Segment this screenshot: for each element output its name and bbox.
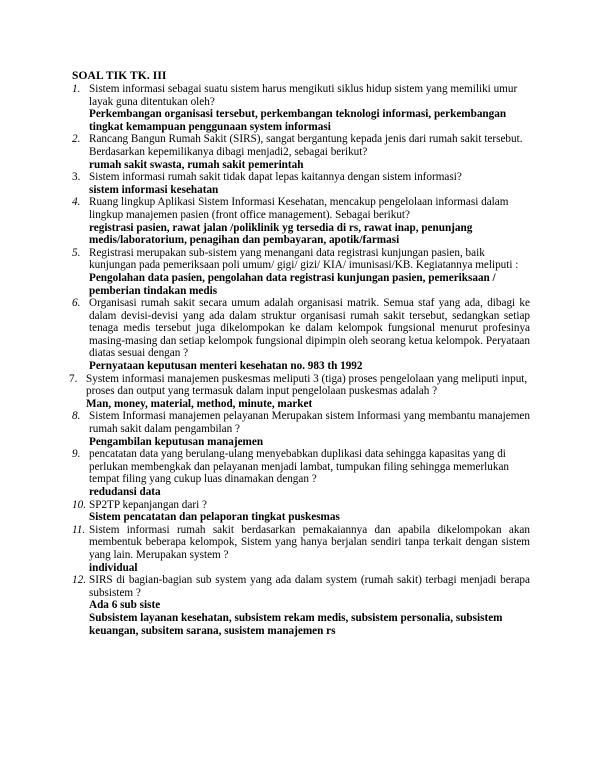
question-number: 4.: [72, 196, 81, 209]
question-item: [72, 133, 530, 171]
question-text: Sistem informasi rumah sakit tidak dapat lepas kaitannya dengan sistem informasi?: [89, 171, 462, 184]
question-text: Registrasi merupakan sub-sistem yang menangani data registrasi kunjungan pasien, baik kunjungan pada pemeriksaan poli umum/ gigi/ gizi/ KIA/ imunisasi/KB. Kegiatannya meliputi :: [89, 246, 519, 272]
question-text: Ruang lingkup Aplikasi Sistem Informasi Kesehatan, mencakup pengelolaan informasi dalam lingkup manajemen pasien (front office management). Sebagai berikut?: [89, 196, 509, 221]
answer-text: Sistem pencatatan dan pelaporan tingkat puskesmas: [89, 511, 340, 524]
question-number: 3.: [72, 171, 81, 184]
question-item: [72, 448, 530, 498]
document-title: SOAL TIK TK. III: [72, 70, 167, 82]
question-number: 1.: [72, 83, 81, 95]
answer-text: sistem informasi kesehatan: [89, 183, 219, 196]
answer-text: Pengambilan keputusan manajemen: [89, 435, 264, 448]
question-number: 10.: [72, 498, 86, 511]
question-number: 11.: [72, 523, 86, 536]
answer-text: rumah sakit swasta, rumah sakit pemerintah: [89, 158, 304, 171]
question-item: [72, 410, 530, 448]
question-item: [72, 83, 530, 133]
answer-text: registrasi pasien, rawat jalan /poliklinik yg tersedia di rs, rawat inap, penunjang medis/laboratorium, penagihan dan pembayaran, apotik/farmasi: [89, 221, 473, 247]
answer-text: redudansi data: [89, 486, 161, 498]
answer-text: Pengolahan data pasien, pengolahan data registrasi kunjungan pasien, pemeriksaan / pemberian tindakan medis: [89, 271, 496, 297]
question-number: 9.: [72, 448, 81, 461]
question-text: System informasi manajemen puskesmas meliputi 3 (tiga) proses pengelolaan yang meliputi input, proses dan output yang termasuk dalam input pengelolaan puskesmas adalah ?: [86, 372, 528, 398]
question-item: [72, 524, 530, 574]
question-text: pencatatan data yang berulang-ulang menyebabkan duplikasi data sehingga kapasitas yang di perlukan membengkak dan pelayanan menjadi lambat, tumpukan filing sehingga memerlukan tempat filing yang cukup luas dinamakan dengan ?: [89, 448, 510, 486]
question-text: Organisasi rumah sakit secara umum adalah organisasi matrik. Semua staf yang ada, dibagi ke dalam devisi-devisi yang ada dalam struktur organisasi rumah sakit tersebut, sedangkan setiap tenaga medis tersebut juga dikelompokan ke dalam kelompok fungsional menurut profesinya masing-masing dan setiap kelompok fungsional dipimpin oleh seorang ketua kelompok. Peryataan diatas sesuai dengan ?: [89, 297, 530, 360]
question-number: 12.: [72, 574, 86, 587]
question-item: [72, 499, 530, 524]
question-text: Sistem informasi rumah sakit berdasarkan pemakaiannya dan apabila dikelompokan akan membentuk beberapa kelompok, Sistem yang hanya berjalan sendiri tanpa terkait dengan sistem yang lain. Merupakan system ?: [89, 523, 530, 561]
question-text: SP2TP kepanjangan dari ?: [89, 498, 207, 511]
question-text: SIRS di bagian-bagian sub system yang ada dalam system (rumah sakit) terbagi menjadi berapa subsistem ?: [89, 574, 530, 599]
question-item: [72, 247, 530, 297]
answer-text: Man, money, material, method, minute, market: [86, 397, 313, 410]
answer-text: Perkembangan organisasi tersebut, perkembangan teknologi informasi, perkembangan tingkat kemampuan penggunaan system informasi: [89, 108, 507, 133]
question-item: [72, 171, 530, 196]
question-number: 6.: [72, 297, 81, 310]
answer-text: Ada 6 sub siste: [89, 599, 161, 612]
question-number: 5.: [72, 246, 81, 259]
question-text: Sistem Informasi manajemen pelayanan Merupakan sistem Informasi yang membantu manajemen rumah sakit dalam pengambilan ?: [89, 410, 530, 436]
question-text: Sistem informasi sebagai suatu sistem harus mengikuti siklus hidup sistem yang memiliki umur layak guna ditentukan oleh?: [89, 83, 518, 108]
question-number: 8.: [72, 410, 81, 423]
answer-text: individual: [89, 561, 138, 574]
answer-text: Pernyataan keputusan menteri kesehatan no. 983 th 1992: [89, 360, 363, 373]
question-number: 2.: [72, 133, 81, 146]
question-item: [72, 574, 530, 637]
question-number: 7.: [69, 372, 78, 385]
question-item: [69, 373, 530, 411]
question-text: Rancang Bangun Rumah Sakit (SIRS), sangat bergantung kepada jenis dari rumah sakit tersebut. Berdasarkan kepemilikanya dibagi menjadi2, sebagai berikut?: [89, 133, 523, 158]
question-item: [72, 196, 530, 246]
question-item: [72, 297, 530, 373]
answer-detail-text: Subsistem layanan kesehatan, subsistem rekam medis, subsistem personalia, subsistem keuangan, subsitem sarana, susistem manajemen rs: [89, 611, 503, 637]
